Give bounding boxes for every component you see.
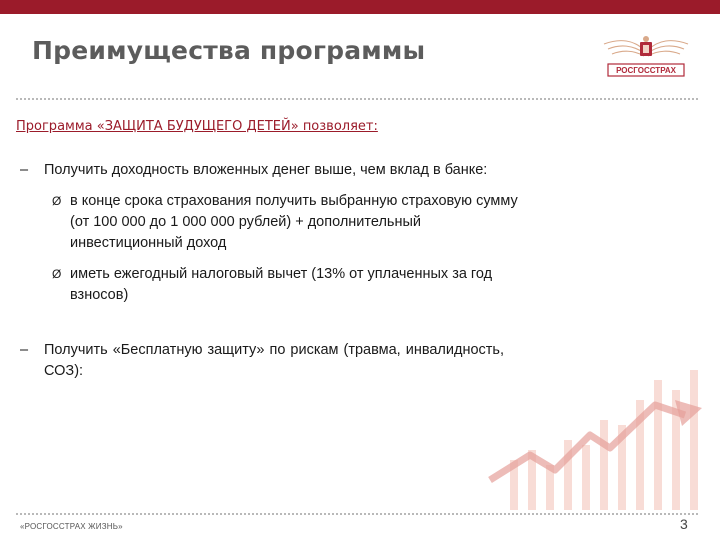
page-number: 3 [680,516,688,532]
growth-chart-watermark [470,360,720,510]
arrow-marker: Ø [52,194,62,208]
top-accent-bar [0,0,720,14]
sub-bullet-text: в конце срока страхования получить выбранную страховую сумму (от 100 000 до 1 000 000 рублей) + дополнительный инвестиционный доход [70,193,518,251]
bullet-text: Получить «Бесплатную защиту» по рискам (травма, инвалидность, СОЗ): [44,342,504,379]
bullet-yield [20,160,520,181]
bullet-text: Получить доходность вложенных денег выше, чем вклад в банке: [44,162,488,178]
sub-bullet-sum-assured [20,191,520,254]
bullet-free-protection [20,340,504,382]
arrow-marker: Ø [52,267,62,281]
footer-divider [16,513,698,515]
program-subtitle: Программа «ЗАЩИТА БУДУЩЕГО ДЕТЕЙ» позволяет: [16,119,378,134]
slide-content [20,160,520,382]
header-divider [16,98,698,100]
slide-title: Преимущества программы [32,36,426,65]
dash-marker: – [20,162,29,178]
dash-marker: – [20,342,29,358]
sub-bullet-tax-deduction [20,264,520,306]
sub-bullet-text: иметь ежегодный налоговый вычет (13% от уплаченных за год взносов) [70,266,493,303]
rosgosstrakh-logo [598,30,694,80]
footer-company-name: «РОСГОССТРАХ ЖИЗНЬ» [20,522,123,531]
logo-text: РОСГОССТРАХ [616,66,676,75]
